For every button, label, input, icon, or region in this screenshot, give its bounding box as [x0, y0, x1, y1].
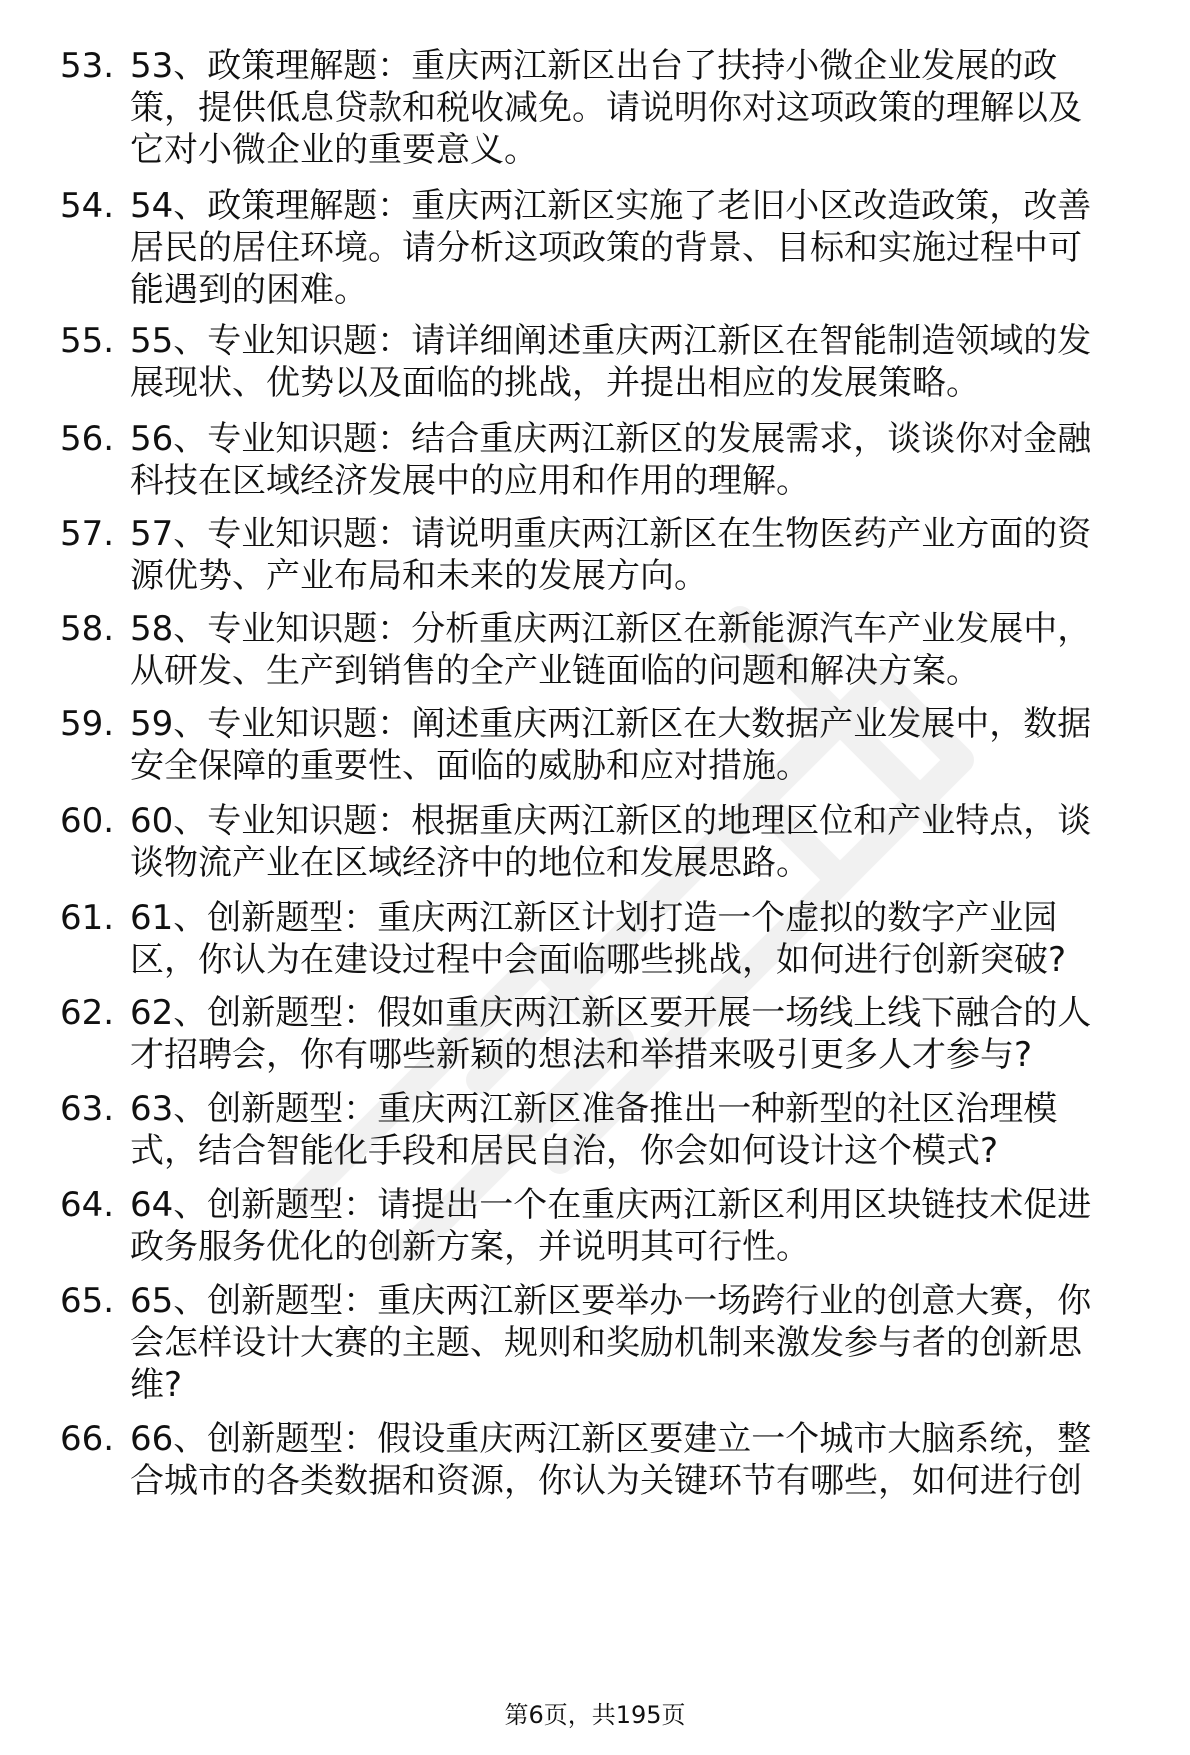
question-line: 式，结合智能化手段和居民自治，你会如何设计这个模式?: [130, 1131, 999, 1171]
question-number: 55.: [60, 321, 115, 361]
question-line: 66、创新题型：假设重庆两江新区要建立一个城市大脑系统，整: [130, 1419, 1092, 1459]
question-number: 62.: [60, 993, 115, 1033]
question-line: 57、专业知识题：请说明重庆两江新区在生物医药产业方面的资: [130, 514, 1092, 554]
question-item: [60, 320, 1160, 404]
question-line: 展现状、优势以及面临的挑战，并提出相应的发展策略。: [130, 363, 980, 403]
question-number: 53.: [60, 46, 115, 86]
question-text: [130, 1280, 1160, 1406]
question-line: 安全保障的重要性、面临的威胁和应对措施。: [130, 746, 810, 786]
question-line: 它对小微企业的重要意义。: [130, 130, 538, 170]
question-line: 区，你认为在建设过程中会面临哪些挑战，如何进行创新突破?: [130, 940, 1067, 980]
question-text: [130, 800, 1160, 884]
question-line: 56、专业知识题：结合重庆两江新区的发展需求，谈谈你对金融: [130, 419, 1092, 459]
question-line: 维?: [130, 1365, 183, 1405]
question-line: 61、创新题型：重庆两江新区计划打造一个虚拟的数字产业园: [130, 898, 1058, 938]
question-line: 58、专业知识题：分析重庆两江新区在新能源汽车产业发展中，: [130, 609, 1092, 649]
question-text: [130, 45, 1160, 171]
question-number: 57.: [60, 514, 115, 554]
question-line: 60、专业知识题：根据重庆两江新区的地理区位和产业特点，谈: [130, 801, 1092, 841]
question-item: [60, 1088, 1160, 1172]
question-number: 64.: [60, 1185, 115, 1225]
question-item: [60, 185, 1160, 311]
question-line: 54、政策理解题：重庆两江新区实施了老旧小区改造政策，改善: [130, 186, 1092, 226]
question-line: 合城市的各类数据和资源，你认为关键环节有哪些，如何进行创: [130, 1461, 1082, 1501]
question-number: 56.: [60, 419, 115, 459]
question-text: [130, 992, 1160, 1076]
question-text: [130, 1184, 1160, 1268]
question-line: 能遇到的困难。: [130, 270, 368, 310]
question-text: [130, 703, 1160, 787]
question-text: [130, 897, 1160, 981]
question-item: [60, 1418, 1160, 1502]
question-line: 会怎样设计大赛的主题、规则和奖励机制来激发参与者的创新思: [130, 1323, 1082, 1363]
question-line: 策，提供低息贷款和税收减免。请说明你对这项政策的理解以及: [130, 88, 1082, 128]
question-text: [130, 1088, 1160, 1172]
question-text: [130, 185, 1160, 311]
question-line: 65、创新题型：重庆两江新区要举办一场跨行业的创意大赛，你: [130, 1281, 1092, 1321]
question-item: [60, 1280, 1160, 1406]
question-number: 61.: [60, 898, 115, 938]
question-item: [60, 513, 1160, 597]
question-number: 60.: [60, 801, 115, 841]
question-line: 科技在区域经济发展中的应用和作用的理解。: [130, 461, 810, 501]
question-line: 才招聘会，你有哪些新颖的想法和举措来吸引更多人才参与?: [130, 1035, 1033, 1075]
question-item: [60, 703, 1160, 787]
question-line: 源优势、产业布局和未来的发展方向。: [130, 556, 708, 596]
question-number: 63.: [60, 1089, 115, 1129]
question-number: 66.: [60, 1419, 115, 1459]
question-line: 63、创新题型：重庆两江新区准备推出一种新型的社区治理模: [130, 1089, 1058, 1129]
question-line: 政务服务优化的创新方案，并说明其可行性。: [130, 1227, 810, 1267]
page-footer: 第6页，共195页: [504, 1701, 686, 1729]
question-text: [130, 513, 1160, 597]
question-line: 55、专业知识题：请详细阐述重庆两江新区在智能制造领域的发: [130, 321, 1092, 361]
question-line: 59、专业知识题：阐述重庆两江新区在大数据产业发展中，数据: [130, 704, 1092, 744]
question-text: [130, 418, 1160, 502]
question-number: 58.: [60, 609, 115, 649]
question-item: [60, 45, 1160, 171]
question-number: 59.: [60, 704, 115, 744]
question-line: 谈物流产业在区域经济中的地位和发展思路。: [130, 843, 810, 883]
question-number: 65.: [60, 1281, 115, 1321]
question-line: 62、创新题型：假如重庆两江新区要开展一场线上线下融合的人: [130, 993, 1092, 1033]
question-item: [60, 897, 1160, 981]
question-item: [60, 418, 1160, 502]
question-line: 居民的居住环境。请分析这项政策的背景、目标和实施过程中可: [130, 228, 1082, 268]
question-text: [130, 320, 1160, 404]
question-line: 53、政策理解题：重庆两江新区出台了扶持小微企业发展的政: [130, 46, 1058, 86]
question-item: [60, 992, 1160, 1076]
question-item: [60, 800, 1160, 884]
question-line: 从研发、生产到销售的全产业链面临的问题和解决方案。: [130, 651, 980, 691]
question-item: [60, 1184, 1160, 1268]
question-item: [60, 608, 1160, 692]
question-text: [130, 1418, 1160, 1502]
question-line: 64、创新题型：请提出一个在重庆两江新区利用区块链技术促进: [130, 1185, 1092, 1225]
question-text: [130, 608, 1160, 692]
question-number: 54.: [60, 186, 115, 226]
